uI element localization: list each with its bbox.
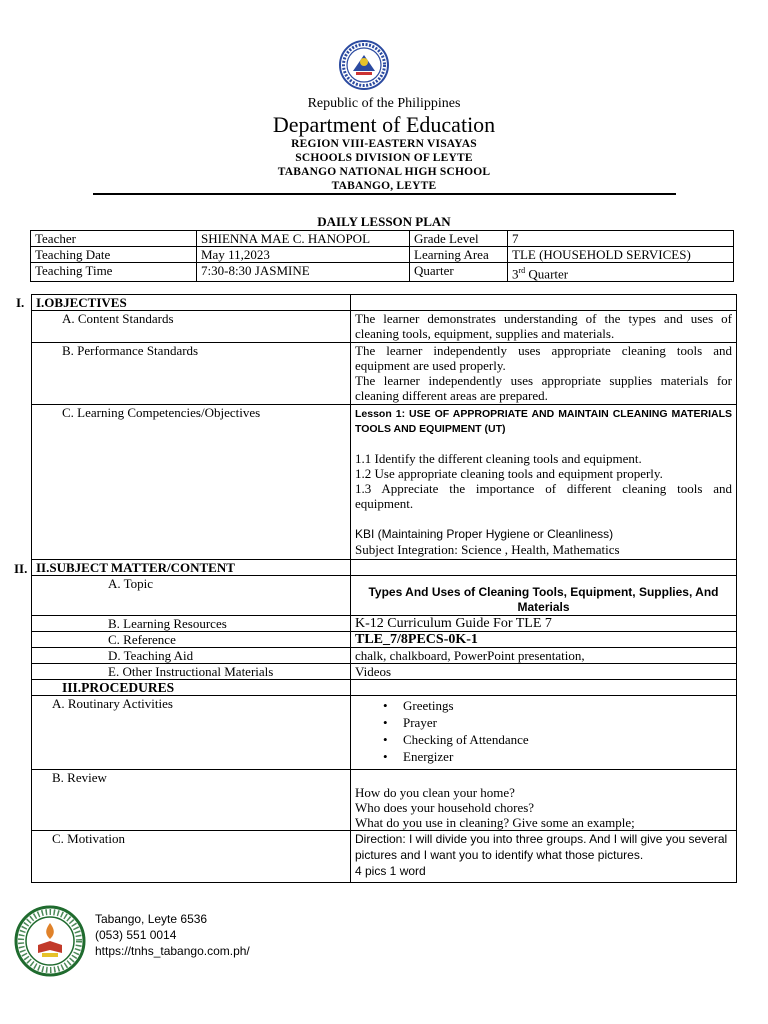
republic-text: Republic of the Philippines bbox=[307, 96, 461, 111]
objective-2: 1.2 Use appropriate cleaning tools and equipment properly. bbox=[355, 466, 663, 481]
grade-label: Grade Level bbox=[410, 231, 508, 247]
quarter-value: 3rd Quarter bbox=[508, 263, 734, 282]
motivation-label: C. Motivation bbox=[32, 831, 351, 883]
list-item: • Greetings bbox=[403, 697, 732, 714]
performance-standard-1: The learner independently uses appropriate cleaning tools and equipment are used properly. bbox=[355, 343, 732, 373]
objective-1: 1.1 Identify the different cleaning tools and equipment. bbox=[355, 451, 642, 466]
area-value: TLE (HOUSEHOLD SERVICES) bbox=[508, 247, 734, 263]
department-title: Department of Education bbox=[272, 112, 496, 137]
teaching-aid-text: chalk, chalkboard, PowerPoint presentation, bbox=[351, 648, 737, 664]
routinary-list bbox=[351, 696, 737, 770]
topic-text: Types And Uses of Cleaning Tools, Equipment, Supplies, And Materials bbox=[351, 576, 737, 616]
procedures-heading: III.PROCEDURES bbox=[32, 680, 351, 696]
topic-label: A. Topic bbox=[32, 576, 351, 616]
review-question-1: How do you clean your home? bbox=[355, 785, 515, 800]
footer-contact bbox=[95, 911, 250, 959]
review-text bbox=[351, 770, 737, 831]
info-table bbox=[30, 230, 734, 282]
lesson-title: Lesson 1: USE OF APPROPRIATE AND MAINTAIN CLEANING MATERIALS TOOLS AND EQUIPMENT (UT) bbox=[355, 408, 732, 435]
quarter-label: Quarter bbox=[410, 263, 508, 282]
review-question-2: Who does your household chores? bbox=[355, 800, 535, 815]
subject-heading: II.SUBJECT MATTER/CONTENT bbox=[32, 560, 351, 576]
grade-value: 7 bbox=[508, 231, 734, 247]
resources-label: B. Learning Resources bbox=[32, 616, 351, 632]
list-item: • Energizer bbox=[403, 748, 732, 765]
division-text: SCHOOLS DIVISION OF LEYTE bbox=[295, 152, 473, 164]
section-numeral-ii: II. bbox=[14, 561, 28, 576]
document-title: DAILY LESSON PLAN bbox=[317, 214, 451, 229]
reference-label: C. Reference bbox=[32, 632, 351, 648]
deped-seal-icon bbox=[339, 40, 389, 90]
list-item: • Prayer bbox=[403, 714, 732, 731]
performance-standards-text bbox=[351, 343, 737, 405]
time-value: 7:30-8:30 JASMINE bbox=[197, 263, 410, 282]
lesson-table bbox=[31, 294, 737, 883]
header-divider bbox=[93, 193, 676, 195]
review-question-3: What do you use in cleaning? Give some an example; bbox=[355, 815, 635, 830]
teaching-aid-label: D. Teaching Aid bbox=[32, 648, 351, 664]
resources-text: K-12 Curriculum Guide For TLE 7 bbox=[351, 616, 737, 632]
content-standards-label: A. Content Standards bbox=[32, 311, 351, 343]
region-text: REGION VIII-EASTERN VISAYAS bbox=[291, 138, 477, 150]
other-materials-text: Videos bbox=[351, 664, 737, 680]
date-value: May 11,2023 bbox=[197, 247, 410, 263]
section-numeral-i: I. bbox=[16, 295, 25, 310]
competencies-label: C. Learning Competencies/Objectives bbox=[32, 405, 351, 560]
footer-phone: (053) 551 0014 bbox=[95, 928, 177, 942]
motivation-game: 4 pics 1 word bbox=[355, 864, 426, 878]
footer-url[interactable]: https://tnhs_tabango.com.ph/ bbox=[95, 944, 250, 958]
performance-standard-2: The learner independently uses appropriate supplies materials for cleaning different areas are prepared. bbox=[355, 373, 732, 403]
subject-integration: Subject Integration: Science , Health, Mathematics bbox=[355, 542, 620, 557]
routinary-label: A. Routinary Activities bbox=[32, 696, 351, 770]
content-standards-text: The learner demonstrates understanding of the types and uses of cleaning tools, equipment, supplies and materials. bbox=[351, 311, 737, 343]
kbi-text: KBI (Maintaining Proper Hygiene or Cleanliness) bbox=[355, 527, 614, 541]
competencies-text bbox=[351, 405, 737, 560]
review-label: B. Review bbox=[32, 770, 351, 831]
motivation-text bbox=[351, 831, 737, 883]
time-label: Teaching Time bbox=[31, 263, 197, 282]
objectives-heading: I.OBJECTIVES bbox=[32, 295, 351, 311]
school-text: TABANGO NATIONAL HIGH SCHOOL bbox=[277, 166, 491, 178]
footer-address: Tabango, Leyte 6536 bbox=[95, 912, 208, 926]
date-label: Teaching Date bbox=[31, 247, 197, 263]
area-label: Learning Area bbox=[410, 247, 508, 263]
objective-3: 1.3 Appreciate the importance of different cleaning tools and equipment. bbox=[355, 481, 732, 511]
list-item: • Checking of Attendance bbox=[403, 731, 732, 748]
teacher-value: SHIENNA MAE C. HANOPOL bbox=[197, 231, 410, 247]
performance-standards-label: B. Performance Standards bbox=[32, 343, 351, 405]
teacher-label: Teacher bbox=[31, 231, 197, 247]
other-materials-label: E. Other Instructional Materials bbox=[32, 664, 351, 680]
town-text: TABANGO, LEYTE bbox=[331, 180, 437, 192]
school-seal-icon bbox=[14, 905, 86, 977]
reference-text: TLE_7/8PECS-0K-1 bbox=[351, 632, 737, 648]
motivation-direction: Direction: I will divide you into three groups. And I will give you several pictures and I want you to identify what those pictures. bbox=[355, 832, 728, 862]
